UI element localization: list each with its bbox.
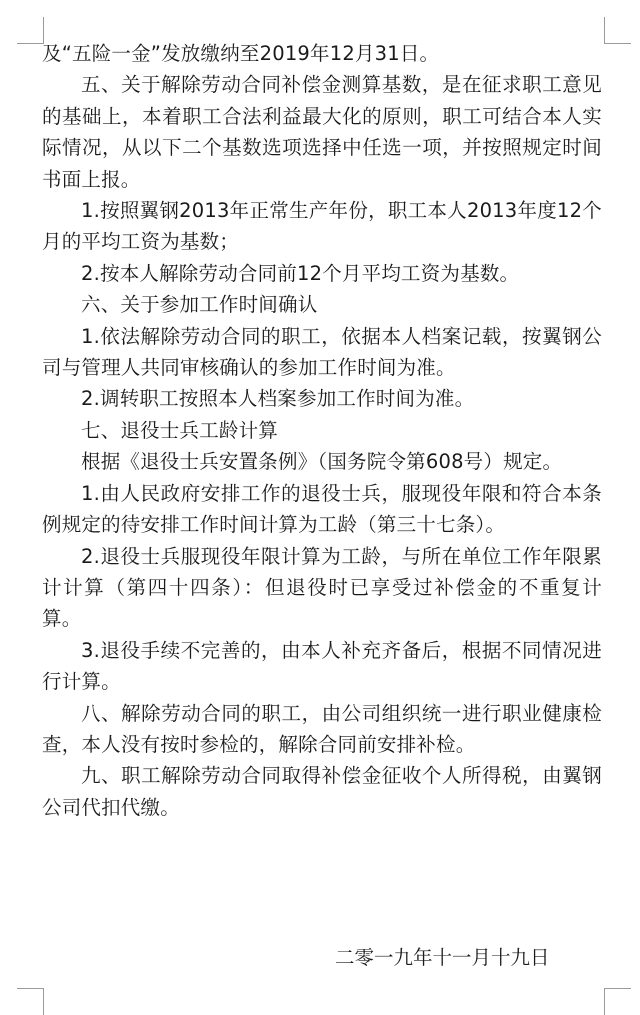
section-heading: 六、关于参加工作时间确认 xyxy=(81,293,318,317)
paragraph: 3.退役手续不完善的，由本人补充齐备后，根据不同情况进行计算。 xyxy=(42,638,602,694)
paragraph: 九、职工解除劳动合同取得补偿金征收个人所得税，由翼钢公司代扣代缴。 xyxy=(42,764,602,819)
section-heading: 七、退役士兵工龄计算 xyxy=(81,418,279,442)
crop-mark-bottom-right xyxy=(604,988,631,1015)
paragraph: 五、关于解除劳动合同补偿金测算基数，是在征求职工意见的基础上，本着职工合法利益最大化的原则，职工可结合本人实际情况，从以下二个基数选项选择中任选一项，并按照规定时间书面上报。 xyxy=(42,73,602,191)
paragraph: 根据《退役士兵安置条例》（国务院令第608号）规定。 xyxy=(81,450,563,474)
paragraph: 2.按本人解除劳动合同前12个月平均工资为基数。 xyxy=(81,261,520,285)
paragraph: 及“五险一金”发放缴纳至2019年12月31日。 xyxy=(42,42,440,65)
document-body xyxy=(42,38,602,823)
paragraph: 2.退役士兵服现役年限计算为工龄，与所在单位工作年限累计计算（第四十四条）：但退役时已享受过补偿金的不重复计算。 xyxy=(42,544,602,631)
paragraph: 1.按照翼钢2013年正常生产年份，职工本人2013年度12个月的平均工资为基数； xyxy=(42,199,602,254)
crop-mark-top-right xyxy=(604,17,631,44)
signature-date: 二零一九年十一月十九日 xyxy=(335,946,550,969)
crop-mark-bottom-left xyxy=(17,988,44,1015)
paragraph: 1.由人民政府安排工作的退役士兵，服现役年限和符合本条例规定的待安排工作时间计算为工龄（第三十七条）。 xyxy=(42,481,602,537)
paragraph: 1.依法解除劳动合同的职工，依据本人档案记载，按翼钢公司与管理人共同审核确认的参加工作时间为准。 xyxy=(42,324,602,380)
paragraph: 2.调转职工按照本人档案参加工作时间为准。 xyxy=(81,387,475,411)
crop-mark-top-left xyxy=(17,17,44,44)
paragraph: 八、解除劳动合同的职工，由公司组织统一进行职业健康检查，本人没有按时参检的，解除合同前安排补检。 xyxy=(42,701,602,756)
